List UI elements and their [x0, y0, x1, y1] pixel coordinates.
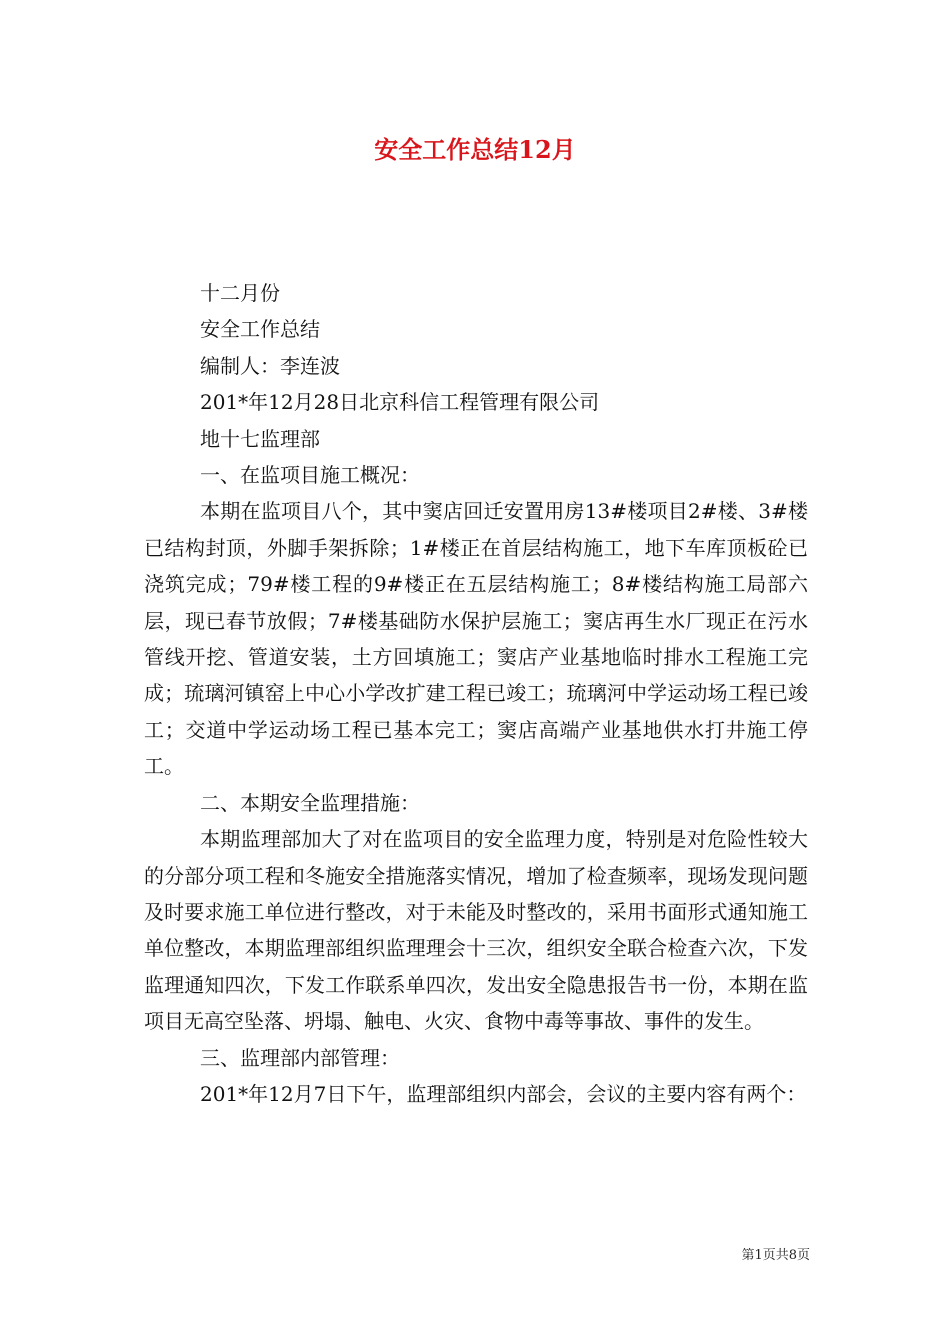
- page-number-footer: 第1页共8页: [741, 1248, 810, 1263]
- document-body: [144, 275, 808, 1112]
- section-1-heading: 一、在监项目施工概况：: [200, 463, 420, 488]
- section-3-paragraph: 201*年12月7日下午，监理部组织内部会，会议的主要内容有两个：: [200, 1081, 807, 1106]
- section-3-heading: 三、监理部内部管理：: [200, 1045, 400, 1070]
- section-2-paragraph: 本期监理部加大了对在监项目的安全监理力度，特别是对危险性较大的分部分项工程和冬施安全措施落实情况，增加了检查频率，现场发现问题及时要求施工单位进行整改，对于未能及时整改的，采用书面形式通知施工单位整改，本期监理部组织监理理会十三次，组织安全联合检查六次，下发监理通知四次，下发工作联系单四次，发出安全隐患报告书一份，本期在监项目无高空坠落、坍塌、触电、火灾、食物中毒等事故、事件的发生。: [144, 827, 808, 1034]
- header-line-date-company: 201*年12月28日北京科信工程管理有限公司: [200, 390, 600, 415]
- header-line-subject: 安全工作总结: [200, 317, 320, 342]
- section-2-heading: 二、本期安全监理措施：: [200, 790, 420, 815]
- document-title: 安全工作总结12月: [374, 135, 576, 164]
- header-line-author: 编制人：李连波: [200, 353, 340, 378]
- section-1-paragraph: 本期在监项目八个，其中窦店回迁安置用房13#楼项目2#楼、3#楼已结构封顶，外脚手架拆除；1#楼正在首层结构施工，地下车库顶板砼已浇筑完成；79#楼工程的9#楼正在五层结构施工；8#楼结构施工局部六层，现已春节放假；7#楼基础防水保护层施工；窦店再生水厂现正在污水管线开挖、管道安装，土方回填施工；窦店产业基地临时排水工程施工完成；琉璃河镇窑上中心小学改扩建工程已竣工；琉璃河中学运动场工程已竣工；交道中学运动场工程已基本完工；窦店高端产业基地供水打井施工停工。: [144, 499, 808, 779]
- header-line-department: 地十七监理部: [200, 426, 320, 451]
- header-line-month: 十二月份: [200, 281, 280, 305]
